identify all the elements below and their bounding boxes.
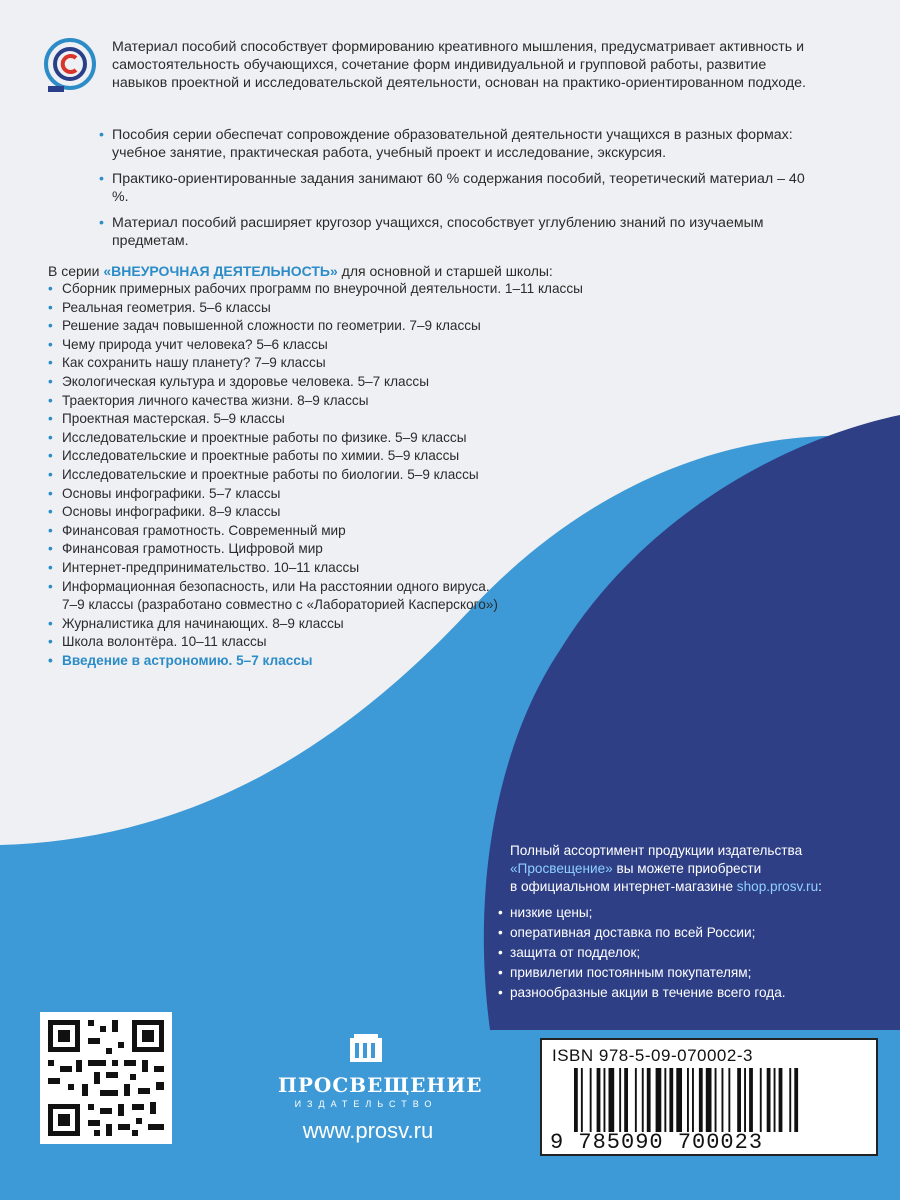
publisher-name: ПРОСВЕЩЕНИЕ bbox=[278, 1073, 483, 1097]
series-book-item: • Реальная геометрия. 5–6 классы bbox=[62, 299, 622, 318]
series-book-item: • Решение задач повышенной сложности по геометрии. 7–9 классы bbox=[62, 317, 622, 336]
series-book-list bbox=[62, 280, 622, 670]
shop-url: shop.prosv.ru bbox=[736, 879, 819, 894]
series-book-item: • Экологическая культура и здоровье человека. 5–7 классы bbox=[62, 373, 622, 392]
series-name: «ВНЕУРОЧНАЯ ДЕЯТЕЛЬНОСТЬ» bbox=[103, 263, 338, 279]
series-book-item: • Основы инфографики. 5–7 классы bbox=[62, 485, 622, 504]
series-prefix: В серии bbox=[48, 263, 100, 279]
series-suffix: для основной и старшей школы: bbox=[341, 263, 553, 279]
shop-benefits-list bbox=[510, 904, 880, 1002]
feature-item: • Пособия серии обеспечат сопровождение образовательной деятельности учащихся в разных формах: учебное занятие, практическая работа, учебный проект и исследование, экскурсия. bbox=[112, 126, 812, 162]
series-book-item: • Исследовательские и проектные работы по биологии. 5–9 классы bbox=[62, 466, 622, 485]
shop-line-3 bbox=[510, 878, 880, 896]
series-book-item: • Проектная мастерская. 5–9 классы bbox=[62, 410, 622, 429]
shop-line-2 bbox=[510, 860, 880, 878]
series-book-item: • Интернет-предпринимательство. 10–11 классы bbox=[62, 559, 622, 578]
series-book-item: • Финансовая грамотность. Современный мир bbox=[62, 522, 622, 541]
barcode-digits: 9 785090 700023 bbox=[550, 1130, 764, 1155]
shop-line-3-text: в официальном интернет-магазине bbox=[510, 879, 734, 894]
shop-benefit-item: • оперативная доставка по всей России; bbox=[510, 924, 880, 942]
publisher-subtitle: ИЗДАТЕЛЬСТВО bbox=[294, 1099, 438, 1109]
series-book-item: • Чему природа учит человека? 5–6 классы bbox=[62, 336, 622, 355]
shop-benefit-item: • привилегии постоянным покупателям; bbox=[510, 964, 880, 982]
isbn-label: ISBN 978-5-09-070002-3 bbox=[552, 1046, 753, 1065]
shop-benefit-item: • низкие цены; bbox=[510, 904, 880, 922]
shop-benefit-item: • защита от подделок; bbox=[510, 944, 880, 962]
series-book-item-continuation: 7–9 классы (разработано совместно с «Лабораторией Касперского») bbox=[62, 597, 498, 613]
shop-line-2-text: вы можете приобрести bbox=[616, 861, 762, 876]
feature-item: • Практико-ориентированные задания занимают 60 % содержания пособий, теоретический материал – 40 %. bbox=[112, 170, 812, 206]
series-book-item bbox=[62, 578, 622, 615]
series-book-item-current: • Введение в астрономию. 5–7 классы bbox=[62, 652, 622, 671]
barcode-icon bbox=[574, 1068, 866, 1132]
publisher-website: www.prosv.ru bbox=[302, 1118, 434, 1143]
intro-text: Материал пособий способствует формированию креативного мышления, предусматривает активность и самостоятельность обучающихся, сочетание форм индивидуальной и групповой работы, развитие навыков проектной и исследовательской деятельности, основан на практико-ориентированном подходе. bbox=[112, 39, 806, 91]
series-logo-icon bbox=[40, 34, 100, 100]
shop-info bbox=[510, 842, 880, 1004]
series-book-item: • Траектория личного качества жизни. 8–9 классы bbox=[62, 392, 622, 411]
feature-item: • Материал пособий расширяет кругозор учащихся, способствует углублению знаний по изучаемым предметам. bbox=[112, 214, 812, 250]
publisher-emblem-icon bbox=[348, 1034, 384, 1064]
series-book-item: • Журналистика для начинающих. 8–9 классы bbox=[62, 615, 622, 634]
series-book-item: • Как сохранить нашу планету? 7–9 классы bbox=[62, 354, 622, 373]
intro-paragraph bbox=[112, 38, 812, 92]
publisher-logo bbox=[278, 1034, 483, 1109]
isbn-barcode-panel bbox=[540, 1038, 878, 1156]
series-heading bbox=[48, 262, 553, 280]
shop-line-1: Полный ассортимент продукции издательства bbox=[510, 843, 803, 858]
series-book-item: • Исследовательские и проектные работы по физике. 5–9 классы bbox=[62, 429, 622, 448]
shop-brand: «Просвещение» bbox=[510, 861, 613, 876]
series-book-item: • Исследовательские и проектные работы по химии. 5–9 классы bbox=[62, 447, 622, 466]
shop-benefit-item: • разнообразные акции в течение всего года. bbox=[510, 984, 880, 1002]
feature-list bbox=[112, 126, 812, 258]
series-book-item: • Основы инфографики. 8–9 классы bbox=[62, 503, 622, 522]
series-book-item: • Финансовая грамотность. Цифровой мир bbox=[62, 540, 622, 559]
series-book-item: • Школа волонтёра. 10–11 классы bbox=[62, 633, 622, 652]
qr-code-icon bbox=[40, 1012, 172, 1144]
series-book-item-title: Информационная безопасность, или На расстоянии одного вируса. bbox=[62, 578, 490, 594]
shop-colon: : bbox=[818, 879, 822, 894]
series-book-item: • Сборник примерных рабочих программ по внеурочной деятельности. 1–11 классы bbox=[62, 280, 622, 299]
